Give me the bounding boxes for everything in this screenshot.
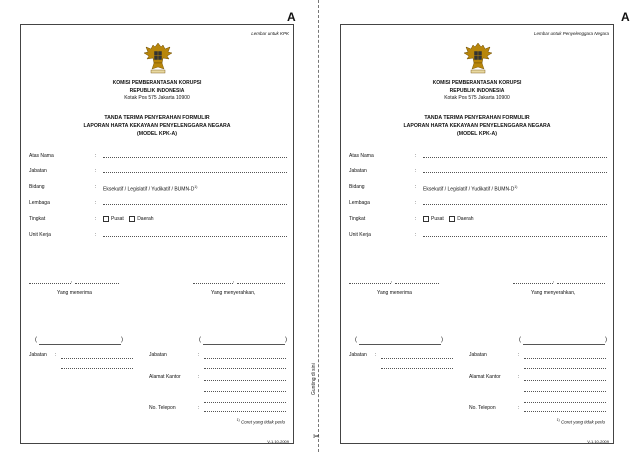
field-label: Atas Nama	[29, 153, 54, 159]
form-title-line: TANDA TERIMA PENYERAHAN FORMULIR	[104, 115, 210, 121]
paren-close: )	[121, 337, 123, 343]
garuda-emblem-icon	[142, 39, 174, 77]
field-bidang	[349, 183, 607, 191]
receipt-form-kpk-copy	[20, 24, 294, 444]
field-label: Tingkat	[349, 216, 366, 222]
jabatan-left-line-2[interactable]	[381, 368, 453, 369]
field-colon: :	[518, 405, 520, 411]
version-code: V-1.10-2009	[267, 439, 289, 444]
paren-close: )	[441, 337, 443, 343]
field-colon: :	[95, 216, 97, 222]
institution-block	[341, 80, 613, 103]
submitter-signature-line[interactable]	[523, 344, 605, 345]
form-letter-right: A	[621, 10, 630, 24]
daerah-label: Daerah	[457, 216, 474, 222]
field-tingkat	[29, 215, 287, 223]
form-title	[21, 114, 293, 138]
paren-open: (	[355, 337, 357, 343]
form-letter-left: A	[287, 10, 296, 24]
footnote: $^{1)}$ Coret yang tidak perlu	[556, 418, 605, 425]
institution-country: REPUBLIK INDONESIA	[449, 87, 505, 94]
yang-menerima: Yang menerima	[57, 290, 92, 296]
field-input-line[interactable]	[423, 172, 607, 173]
field-colon: :	[415, 232, 417, 238]
jabatan-left-line[interactable]	[381, 358, 453, 359]
form-title-line: (MODEL KPK-A)	[457, 131, 497, 137]
field-label: Unit Kerja	[29, 232, 51, 238]
cut-label: Gunting di sini	[311, 363, 317, 395]
version-code: V-1.10-2009	[587, 439, 609, 444]
field-colon: :	[95, 232, 97, 238]
field-input-line[interactable]	[423, 236, 607, 237]
footnote-mark: 1)	[236, 418, 240, 422]
place-line-right[interactable]	[193, 283, 233, 284]
institution-block	[21, 80, 293, 103]
field-unit-kerja	[29, 231, 287, 239]
field-colon: :	[95, 200, 97, 206]
field-label: Bidang	[349, 184, 365, 190]
form-title	[341, 114, 613, 138]
field-label: Atas Nama	[349, 153, 374, 159]
bidang-footnote-mark: 1)	[514, 185, 518, 189]
field-colon: :	[55, 352, 57, 358]
field-colon: :	[415, 200, 417, 206]
field-tingkat	[349, 215, 607, 223]
paren-open: (	[519, 337, 521, 343]
field-colon: :	[95, 153, 97, 159]
jabatan-right-line-2[interactable]	[524, 368, 606, 369]
scissors-icon: ✂	[313, 432, 320, 441]
footnote: $^{1)}$ Coret yang tidak perlu	[236, 418, 285, 425]
field-label: Lembaga	[349, 200, 370, 206]
institution-name: KOMISI PEMBERANTASAN KORUPSI	[112, 80, 202, 86]
jabatan-right-line-2[interactable]	[204, 368, 286, 369]
field-label: Jabatan	[349, 168, 367, 174]
field-colon: :	[415, 216, 417, 222]
jabatan-left-line[interactable]	[61, 358, 133, 359]
institution-address: Kotak Pos 575 Jakarta 10900	[444, 95, 510, 101]
place-line-left[interactable]	[29, 283, 71, 284]
alamat-kantor-label: Alamat Kantor	[149, 374, 181, 380]
pusat-checkbox[interactable]	[423, 216, 429, 222]
field-input-line[interactable]	[103, 236, 287, 237]
copy-label: Lembar untuk Penyelenggara Negara	[533, 31, 609, 36]
field-bidang	[29, 183, 287, 191]
field-label: Tingkat	[29, 216, 46, 222]
telepon-line[interactable]	[524, 411, 606, 412]
field-label: Bidang	[29, 184, 45, 190]
field-colon: :	[518, 352, 520, 358]
yang-menyerahkan: Yang menyerahkan,	[531, 290, 576, 296]
alamat-line[interactable]	[204, 380, 286, 381]
paren-close: )	[285, 337, 287, 343]
field-colon: :	[375, 352, 377, 358]
daerah-checkbox[interactable]	[449, 216, 455, 222]
jabatan-left-line-2[interactable]	[61, 368, 133, 369]
field-unit-kerja	[349, 231, 607, 239]
field-lembaga	[349, 199, 607, 207]
paren-open: (	[35, 337, 37, 343]
bidang-value: Eksekutif / Legislatif / Yudikatif / BUMN-$D^{1)}$	[423, 185, 518, 193]
field-input-line[interactable]	[103, 172, 287, 173]
date-line-left[interactable]	[75, 283, 119, 284]
yang-menyerahkan: Yang menyerahkan,	[211, 290, 256, 296]
receiver-signature-line[interactable]	[359, 344, 441, 345]
receiver-signature-line[interactable]	[39, 344, 121, 345]
field-colon: :	[198, 374, 200, 380]
footnote-mark: 1)	[556, 418, 560, 422]
date-comma: ,	[391, 278, 393, 284]
jabatan-left-label: Jabatan	[349, 352, 367, 358]
daerah-checkbox[interactable]	[129, 216, 135, 222]
alamat-line[interactable]	[524, 380, 606, 381]
field-jabatan	[29, 167, 287, 175]
place-line-right[interactable]	[513, 283, 553, 284]
bidang-footnote-mark: 1)	[194, 185, 198, 189]
tingkat-options	[103, 215, 154, 223]
pusat-checkbox[interactable]	[103, 216, 109, 222]
no-telepon-label: No. Telepon	[149, 405, 176, 411]
institution-country: REPUBLIK INDONESIA	[129, 87, 185, 94]
cut-line	[318, 0, 319, 452]
alamat-line-2[interactable]	[524, 391, 606, 392]
date-comma: ,	[553, 278, 555, 284]
field-colon: :	[415, 153, 417, 159]
field-colon: :	[95, 168, 97, 174]
field-colon: :	[518, 374, 520, 380]
receipt-form-official-copy	[340, 24, 614, 444]
field-colon: :	[415, 184, 417, 190]
date-comma: ,	[233, 278, 235, 284]
field-jabatan	[349, 167, 607, 175]
jabatan-left-label: Jabatan	[29, 352, 47, 358]
pusat-label: Pusat	[431, 216, 444, 222]
alamat-line-2[interactable]	[204, 391, 286, 392]
tingkat-options	[423, 215, 474, 223]
copy-label: Lembar untuk KPK	[251, 31, 289, 36]
date-line-left[interactable]	[395, 283, 439, 284]
yang-menerima: Yang menerima	[377, 290, 412, 296]
field-label: Jabatan	[29, 168, 47, 174]
date-comma: ,	[71, 278, 73, 284]
paren-close: )	[605, 337, 607, 343]
form-title-line: LAPORAN HARTA KEKAYAAN PENYELENGGARA NEGARA	[403, 123, 551, 129]
date-line-right[interactable]	[237, 283, 285, 284]
daerah-label: Daerah	[137, 216, 154, 222]
institution-address: Kotak Pos 575 Jakarta 10900	[124, 95, 190, 101]
garuda-emblem-icon	[462, 39, 494, 77]
jabatan-right-line[interactable]	[524, 358, 606, 359]
jabatan-right-label: Jabatan	[469, 352, 487, 358]
field-input-line[interactable]	[423, 204, 607, 205]
field-atas-nama	[349, 152, 607, 160]
field-label: Lembaga	[29, 200, 50, 206]
form-title-line: LAPORAN HARTA KEKAYAAN PENYELENGGARA NEGARA	[83, 123, 231, 129]
field-input-line[interactable]	[103, 204, 287, 205]
field-input-line[interactable]	[423, 157, 607, 158]
submitter-signature-line[interactable]	[203, 344, 285, 345]
field-lembaga	[29, 199, 287, 207]
place-line-left[interactable]	[349, 283, 391, 284]
jabatan-right-line[interactable]	[204, 358, 286, 359]
jabatan-right-label: Jabatan	[149, 352, 167, 358]
field-colon: :	[198, 352, 200, 358]
paren-open: (	[199, 337, 201, 343]
field-input-line[interactable]	[103, 157, 287, 158]
alamat-line-3[interactable]	[204, 402, 286, 403]
pusat-label: Pusat	[111, 216, 124, 222]
date-line-right[interactable]	[557, 283, 605, 284]
institution-name: KOMISI PEMBERANTASAN KORUPSI	[432, 80, 522, 86]
alamat-line-3[interactable]	[524, 402, 606, 403]
form-title-line: TANDA TERIMA PENYERAHAN FORMULIR	[424, 115, 530, 121]
field-colon: :	[198, 405, 200, 411]
no-telepon-label: No. Telepon	[469, 405, 496, 411]
form-title-line: (MODEL KPK-A)	[137, 131, 177, 137]
field-label: Unit Kerja	[349, 232, 371, 238]
field-colon: :	[95, 184, 97, 190]
alamat-kantor-label: Alamat Kantor	[469, 374, 501, 380]
telepon-line[interactable]	[204, 411, 286, 412]
field-colon: :	[415, 168, 417, 174]
field-atas-nama	[29, 152, 287, 160]
bidang-value: Eksekutif / Legislatif / Yudikatif / BUMN-$D^{1)}$	[103, 185, 198, 193]
